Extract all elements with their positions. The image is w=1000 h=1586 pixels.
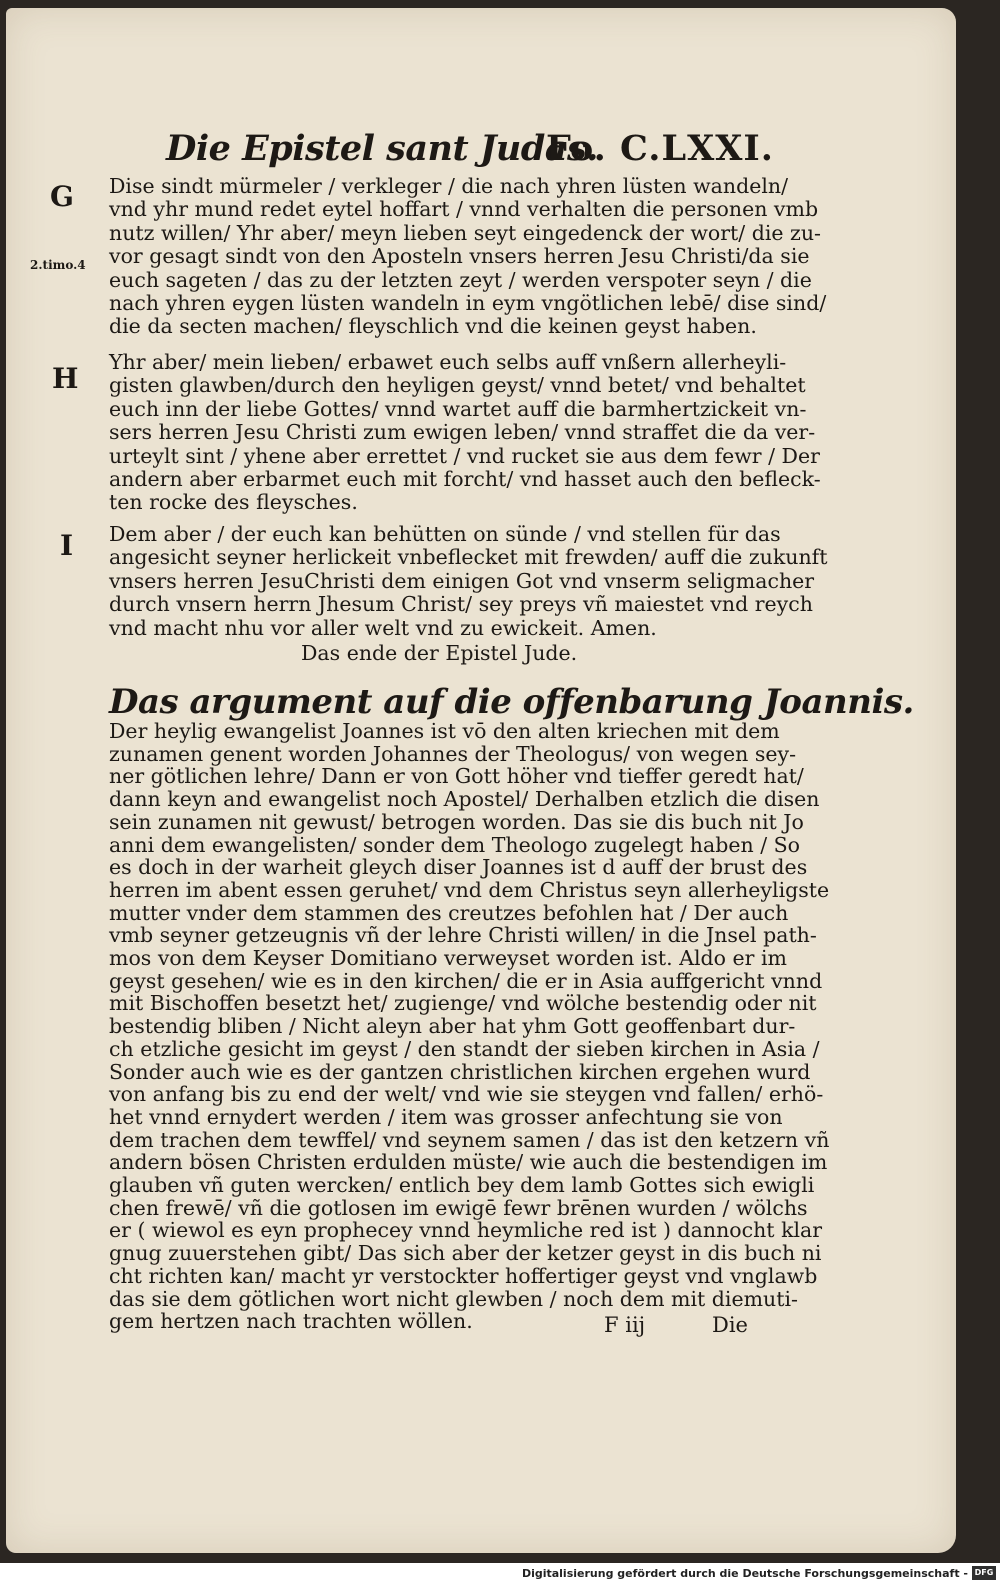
text-line: andern bösen Christen erdulden müste/ wie auch die bestendigen im: [109, 1150, 828, 1175]
text-line: die da secten machen/ fleyschlich vnd die keinen geyst haben.: [109, 314, 757, 339]
text-line: ner götlichen lehre/ Dann er von Gott höher vnd tieffer geredt hat/: [109, 764, 804, 789]
margin-letter-h: H: [52, 362, 79, 395]
text-line: Dise sindt mürmeler / verkleger / die nach yhren lüsten wandeln/: [109, 174, 789, 198]
text-line: ten rocke des fleysches.: [109, 490, 358, 515]
text-line: geyst gesehen/ wie es in den kirchen/ die er in Asia auffgericht vnnd: [109, 968, 823, 993]
text-line: euch sageten / das zu der letzten zeyt / werden verspoter seyn / die: [109, 267, 812, 292]
margin-reference: 2.timo.4: [30, 258, 86, 272]
text-line: zunamen genent worden Johannes der Theologus/ von wegen sey-: [109, 741, 797, 766]
text-line: bestendig bliben / Nicht aleyn aber hat yhm Gott geoffenbart dur-: [109, 1014, 796, 1039]
text-line: Dem aber / der euch kan behütten on sünde / vnd stellen für das: [109, 522, 781, 546]
section-heading: Das argument auf die offenbarung Joannis.: [109, 682, 914, 722]
text-line: ch etzliche gesicht im geyst / den standt der sieben kirchen in Asia /: [109, 1036, 820, 1061]
text-line: het vnnd ernydert werden / item was grosser anfechtung sie von: [109, 1104, 783, 1129]
text-line: vnd macht nhu vor aller welt vnd zu ewickeit. Amen.: [109, 615, 657, 640]
catchword: Die: [712, 1313, 748, 1337]
signature-mark: F iij: [604, 1313, 646, 1337]
text-line: nutz willen/ Yhr aber/ meyn lieben seyt eingedenck der wort/ die zu-: [109, 220, 821, 245]
text-line: vmb seyner getzeugnis vñ der lehre Christi willen/ in die Jnsel path-: [109, 923, 817, 948]
text-line: urteylt sint / yhene aber errettet / vnd rucket sie aus dem fewr / Der: [109, 443, 820, 468]
text-line: gisten glawben/durch den heyligen geyst/ vnnd betet/ vnd behaltet: [109, 373, 806, 398]
text-line: das sie dem götlichen wort nicht glewben / noch dem mit diemuti-: [109, 1286, 798, 1311]
text-line: vnsers herren JesuChristi dem einigen Got vnd vnserm seligmacher: [109, 568, 815, 593]
paragraph-2: [109, 351, 821, 515]
text-line: vnd yhr mund redet eytel hoffart / vnnd verhalten die personen vmb: [109, 197, 819, 222]
text-line: vor gesagt sindt von den Aposteln vnsers herren Jesu Christi/da sie: [109, 244, 810, 269]
text-line: gnug zuuerstehen gibt/ Das sich aber der ketzer geyst in dis buch ni: [109, 1241, 822, 1266]
text-line: durch vnsern herrn Jhesum Christ/ sey preys vñ maiestet vnd reych: [109, 592, 813, 617]
running-title: Die Epistel sant Judas.: [166, 128, 598, 169]
text-line: sers herren Jesu Christi zum ewigen leben/ vnnd straffet die da ver-: [109, 420, 816, 445]
book-page: [6, 8, 956, 1553]
text-line: mos von dem Keyser Domitiano verweyset worden ist. Aldo er im: [109, 946, 787, 971]
epistle-closing: Das ende der Epistel Jude.: [301, 641, 578, 665]
text-line: chen frewē/ vñ die gotlosen im ewigē fewr brēnen wurden / wölchs: [109, 1195, 808, 1220]
text-line: dem trachen dem tewffel/ vnd seynem samen / das ist den ketzern vñ: [109, 1127, 830, 1152]
paragraph-3: [109, 523, 828, 640]
text-line: gem hertzen nach trachten wöllen.: [109, 1309, 473, 1334]
text-line: glauben vñ guten wercken/ entlich bey dem lamb Gottes sich ewigli: [109, 1173, 815, 1198]
margin-letter-g: G: [50, 180, 74, 213]
margin-letter-i: I: [60, 529, 74, 562]
paragraph-1: [109, 175, 826, 339]
text-line: cht richten kan/ macht yr verstockter hoffertiger geyst vnd vnglawb: [109, 1263, 818, 1288]
text-line: Der heylig ewangelist Joannes ist vō den alten kriechen mit dem: [109, 719, 780, 743]
argument-body: [109, 720, 829, 1333]
text-line: Sonder auch wie es der gantzen christlichen kirchen ergehen wurd: [109, 1059, 811, 1084]
text-line: von anfang bis zu end der welt/ vnd wie sie steygen vnd fallen/ erhö-: [109, 1082, 824, 1107]
credit-bar: [0, 1563, 1000, 1586]
text-line: euch inn der liebe Gottes/ vnnd wartet auff die barmhertzickeit vn-: [109, 396, 807, 421]
text-line: Yhr aber/ mein lieben/ erbawet euch selbs auff vnßern allerheyli-: [109, 350, 787, 374]
text-line: anni dem ewangelisten/ sonder dem Theologo zugelegt haben / So: [109, 832, 801, 857]
text-line: angesicht seyner herlickeit vnbeflecket mit frewden/ auff die zukunft: [109, 545, 828, 570]
text-line: sein zunamen nit gewust/ betrogen worden. Das sie dis buch nit Jo: [109, 809, 804, 834]
text-line: herren im abent essen geruhet/ vnd dem Christus seyn allerheyligste: [109, 877, 830, 902]
folio-number: Fo. C.LXXI.: [546, 128, 774, 169]
text-line: es doch in der warheit gleych diser Joannes ist d auff der brust des: [109, 855, 808, 880]
funding-credit: Digitalisierung gefördert durch die Deutsche Forschungsgemeinschaft -: [521, 1567, 968, 1580]
text-line: nach yhren eygen lüsten wandeln in eym vngötlichen lebē/ dise sind/: [109, 291, 827, 316]
text-line: andern aber erbarmet euch mit forcht/ vnd hasset auch den befleck-: [109, 467, 821, 492]
text-line: er ( wiewol es eyn prophecey vnnd heymliche red ist ) dannocht klar: [109, 1218, 823, 1243]
text-line: dann keyn and ewangelist noch Apostel/ Derhalben etzlich die disen: [109, 787, 820, 812]
text-line: mutter vnder dem stammen des creutzes befohlen hat / Der auch: [109, 900, 789, 925]
dfg-logo-icon: DFG: [972, 1566, 996, 1580]
text-line: mit Bischoffen besetzt het/ zugienge/ vnd wölche bestendig oder nit: [109, 991, 817, 1016]
